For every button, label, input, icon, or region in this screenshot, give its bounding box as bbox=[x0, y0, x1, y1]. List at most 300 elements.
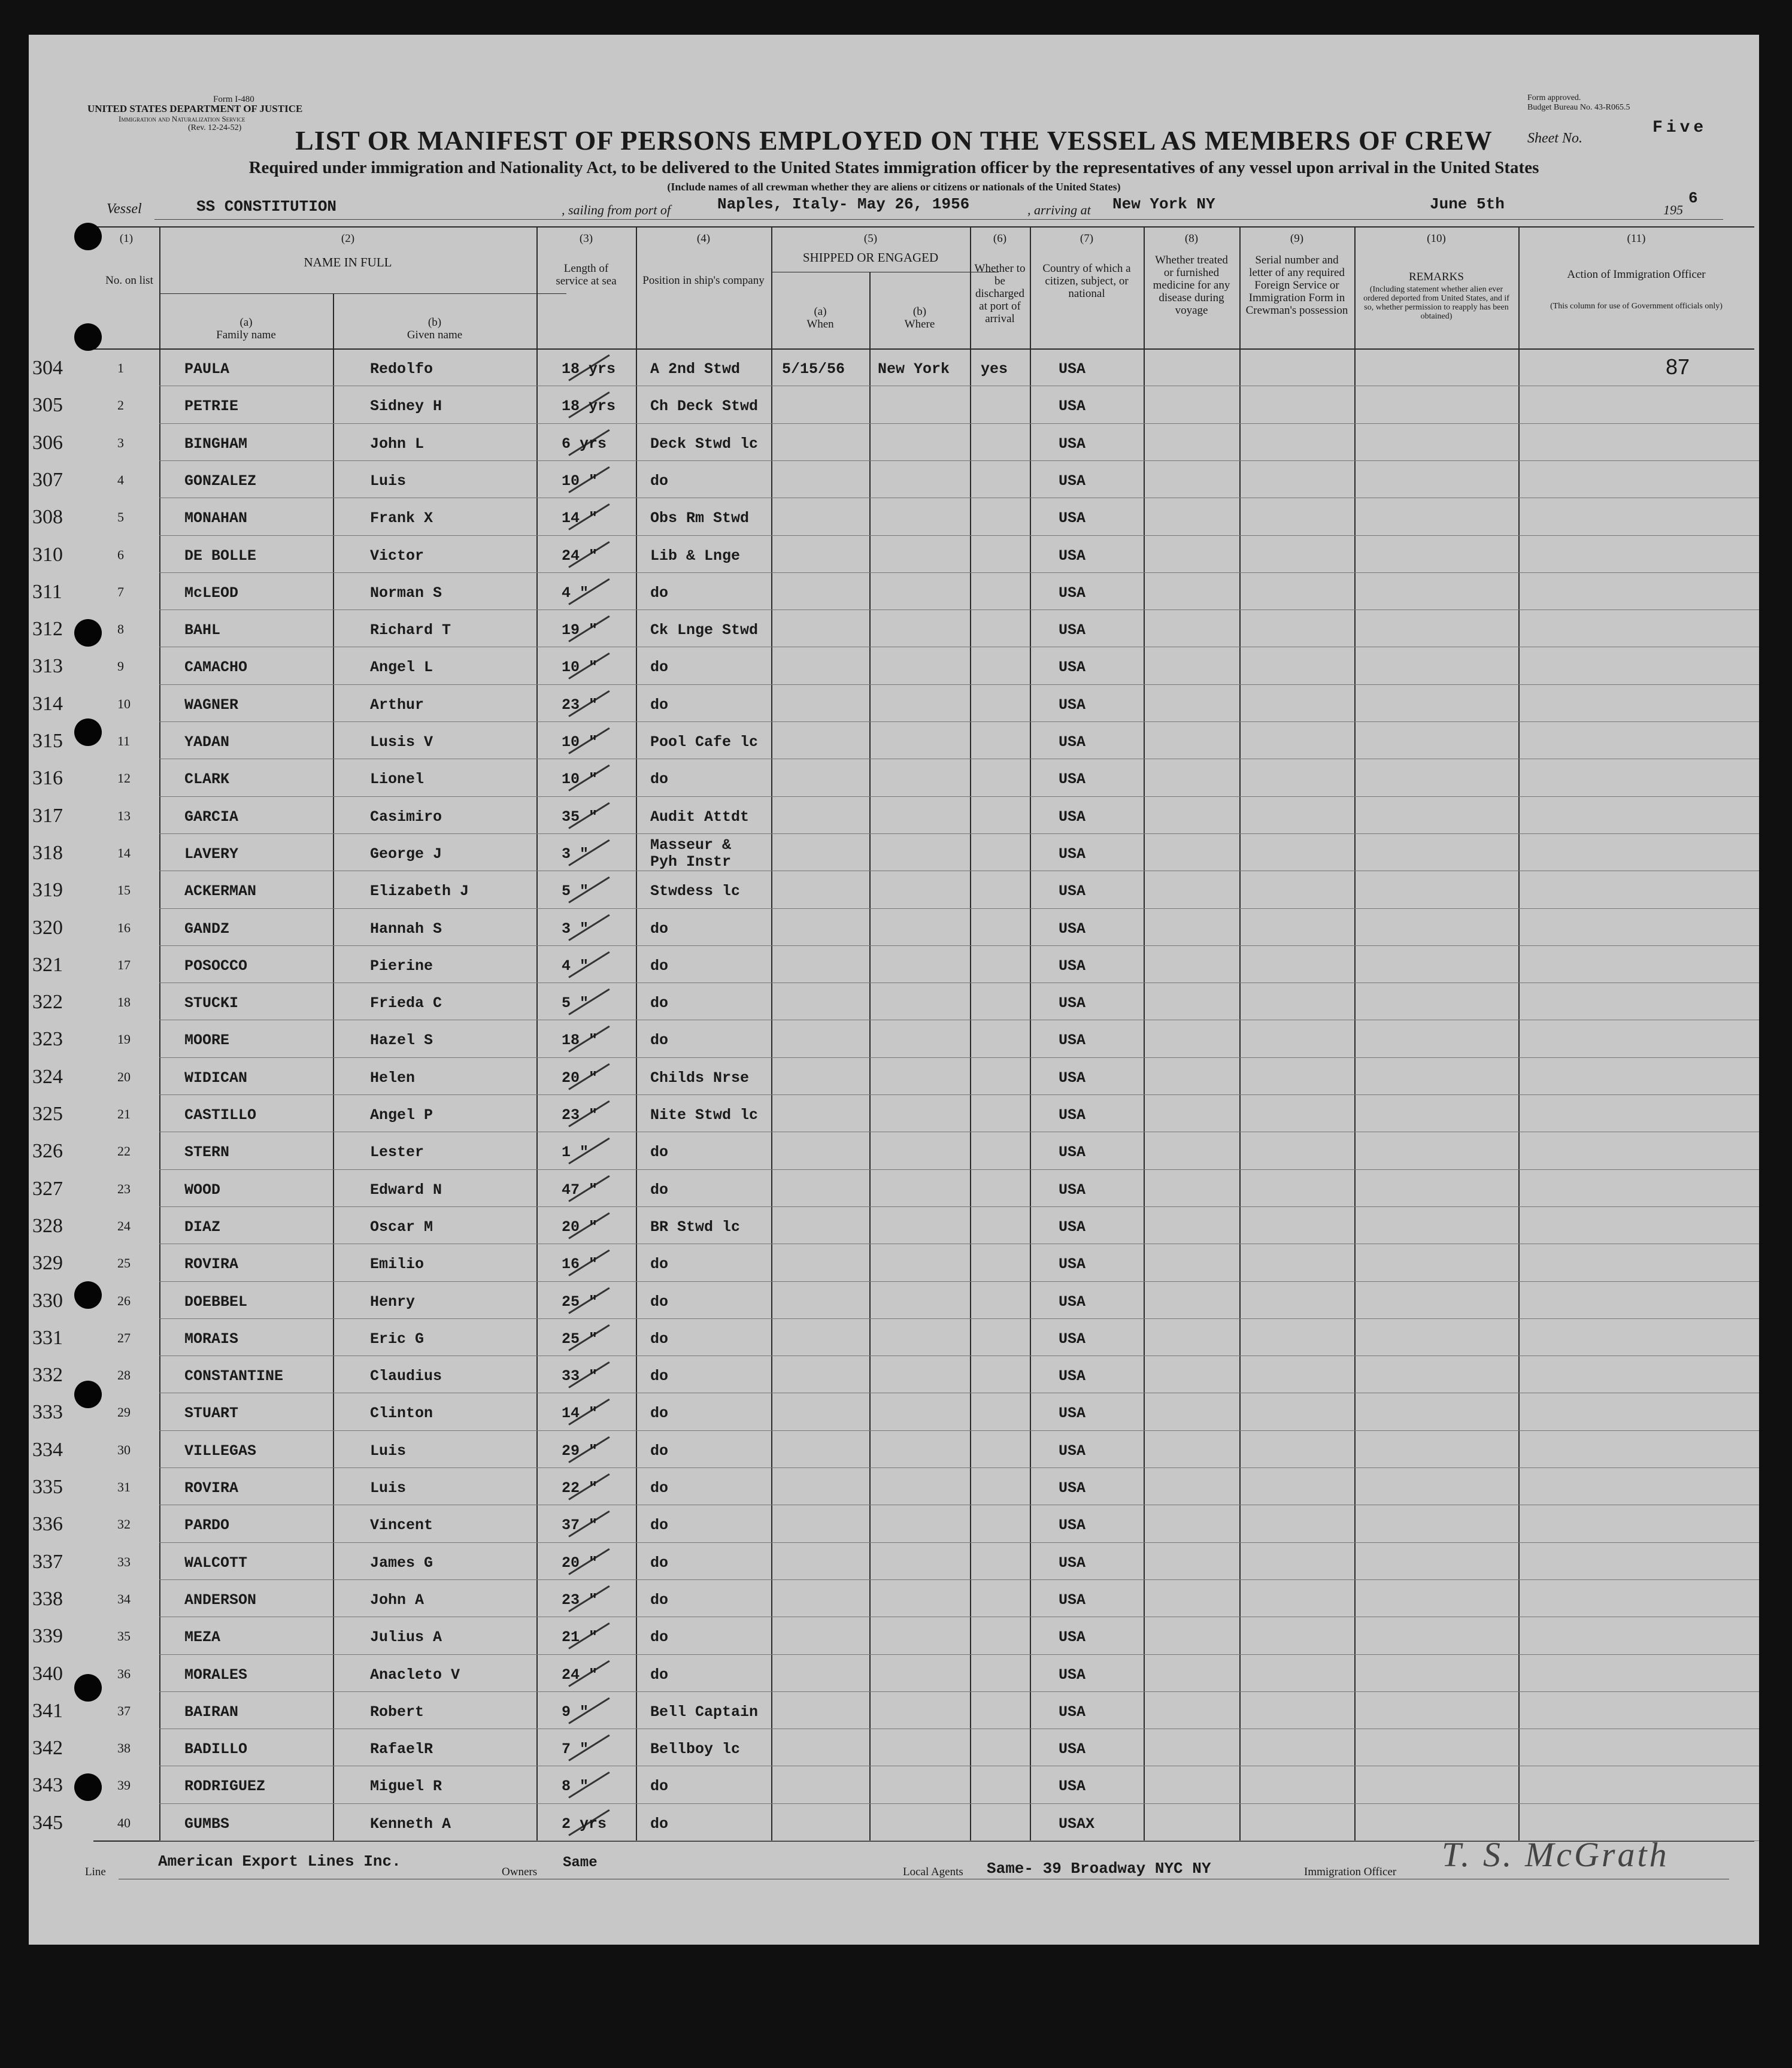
country: USA bbox=[1059, 1442, 1086, 1460]
punch-hole bbox=[74, 718, 102, 746]
arriving-label: , arriving at bbox=[1027, 202, 1091, 217]
service-length: 4 " bbox=[562, 957, 589, 975]
ref-number: 335 bbox=[32, 1476, 63, 1498]
line-label: Line bbox=[85, 1866, 106, 1878]
row-number: 32 bbox=[117, 1517, 131, 1532]
col11-number: (11) bbox=[1627, 232, 1646, 245]
given-name: Luis bbox=[370, 1442, 407, 1460]
family-name: PETRIE bbox=[184, 398, 239, 416]
country: USA bbox=[1059, 1517, 1086, 1535]
row-number: 22 bbox=[117, 1144, 131, 1159]
document-title: LIST OR MANIFEST OF PERSONS EMPLOYED ON THE VESSEL AS MEMBERS OF CREW bbox=[295, 125, 1493, 156]
col11-header: Action of Immigration Officer bbox=[1567, 268, 1706, 281]
col1-header: No. on list bbox=[105, 274, 153, 287]
given-name: Anacleto V bbox=[370, 1666, 460, 1684]
row-rule bbox=[159, 1057, 1759, 1058]
row-rule bbox=[159, 1579, 1759, 1580]
row-number: 9 bbox=[117, 659, 124, 674]
service-length: 37 " bbox=[562, 1517, 598, 1535]
row-number: 16 bbox=[117, 920, 131, 935]
country: USA bbox=[1059, 1144, 1086, 1162]
ref-number: 339 bbox=[32, 1625, 63, 1648]
service-name: Immigration and Naturalization Service bbox=[119, 114, 245, 123]
service-length: 47 " bbox=[562, 1181, 598, 1199]
country: USA bbox=[1059, 1367, 1086, 1385]
service-length: 25 " bbox=[562, 1293, 598, 1311]
ref-number: 342 bbox=[32, 1737, 63, 1760]
position: Ch Deck Stwd bbox=[650, 398, 759, 416]
position: Deck Stwd lc bbox=[650, 435, 759, 453]
given-name: Lusis V bbox=[370, 733, 433, 751]
service-length: 7 " bbox=[562, 1740, 589, 1758]
position: do bbox=[650, 1293, 669, 1311]
service-length: 3 " bbox=[562, 845, 589, 863]
row-number: 34 bbox=[117, 1591, 131, 1606]
family-name: CAMACHO bbox=[184, 659, 248, 677]
position: do bbox=[650, 1591, 669, 1609]
manifest-page bbox=[29, 35, 1759, 1945]
given-name: Eric G bbox=[370, 1330, 424, 1348]
ref-number: 314 bbox=[32, 692, 63, 715]
position: do bbox=[650, 1442, 669, 1460]
position: do bbox=[650, 1629, 669, 1646]
ref-number: 316 bbox=[32, 767, 63, 790]
col11-note: (This column for use of Government officials only) bbox=[1550, 302, 1723, 311]
given-name: Angel L bbox=[370, 659, 433, 677]
country: USA bbox=[1059, 547, 1086, 565]
col-divider bbox=[771, 226, 772, 1840]
col-divider bbox=[636, 226, 637, 1840]
document-subtitle: Required under immigration and Nationality Act, to be delivered to the United States immigration officer by the representatives of any vessel upon arrival in the United States bbox=[248, 158, 1539, 177]
service-length: 10 " bbox=[562, 659, 598, 677]
ref-number: 311 bbox=[32, 580, 62, 603]
row-number: 1 bbox=[117, 360, 124, 375]
ref-number: 325 bbox=[32, 1103, 63, 1125]
service-length: 4 " bbox=[562, 584, 589, 602]
family-name: STUCKI bbox=[184, 994, 239, 1012]
ref-number: 318 bbox=[32, 841, 63, 864]
col5b-header: (b) Where bbox=[904, 305, 935, 330]
punch-hole bbox=[74, 1381, 102, 1408]
budget-bureau: Budget Bureau No. 43-R065.5 bbox=[1527, 103, 1630, 112]
position: do bbox=[650, 472, 669, 490]
service-length: 29 " bbox=[562, 1442, 598, 1460]
col7-header: Country of which a citizen, subject, or national bbox=[1042, 262, 1131, 300]
given-name: Frieda C bbox=[370, 994, 442, 1012]
col10-note: (Including statement whether alien ever ordered deported from United States, and if so, whether permission to reapply has been obtained) bbox=[1363, 285, 1509, 321]
family-name: STUART bbox=[184, 1405, 239, 1423]
punch-hole bbox=[74, 223, 102, 250]
shipped-when: 5/15/56 bbox=[782, 360, 845, 378]
row-number: 20 bbox=[117, 1069, 131, 1084]
service-length: 2 yrs bbox=[562, 1815, 607, 1833]
family-name: BADILLO bbox=[184, 1740, 248, 1758]
col9-number: (9) bbox=[1290, 232, 1304, 245]
row-rule bbox=[159, 1169, 1759, 1170]
row-number: 26 bbox=[117, 1293, 131, 1308]
given-name: Frank X bbox=[370, 510, 433, 527]
ref-number: 315 bbox=[32, 730, 63, 752]
ref-number: 304 bbox=[32, 357, 63, 379]
country: USA bbox=[1059, 472, 1086, 490]
row-number: 27 bbox=[117, 1330, 131, 1345]
row-number: 8 bbox=[117, 621, 124, 637]
given-name: George J bbox=[370, 845, 442, 863]
position: Pool Cafe lc bbox=[650, 733, 759, 751]
ref-number: 323 bbox=[32, 1028, 63, 1051]
col-divider bbox=[970, 226, 971, 1840]
position: Nite Stwd lc bbox=[650, 1106, 759, 1124]
col-divider bbox=[159, 226, 160, 1840]
service-length: 9 " bbox=[562, 1703, 589, 1721]
arrival-port: New York NY bbox=[1112, 195, 1215, 213]
position: do bbox=[650, 696, 669, 714]
country: USA bbox=[1059, 1405, 1086, 1423]
country: USA bbox=[1059, 733, 1086, 751]
service-length: 24 " bbox=[562, 547, 598, 565]
family-name: CLARK bbox=[184, 771, 230, 789]
col-divider bbox=[536, 226, 538, 1840]
ref-number: 345 bbox=[32, 1811, 63, 1834]
ref-number: 337 bbox=[32, 1550, 63, 1573]
country: USA bbox=[1059, 1591, 1086, 1609]
action-mark: 87 bbox=[1666, 354, 1690, 379]
row-number: 25 bbox=[117, 1256, 131, 1271]
col3-header: Length of service at sea bbox=[556, 262, 617, 287]
col1-number: (1) bbox=[119, 232, 134, 245]
position: do bbox=[650, 957, 669, 975]
family-name: YADAN bbox=[184, 733, 230, 751]
table-header-rule bbox=[93, 348, 1754, 350]
family-name: BAHL bbox=[184, 621, 221, 639]
position: do bbox=[650, 1032, 669, 1050]
country: USA bbox=[1059, 1330, 1086, 1348]
family-name: PARDO bbox=[184, 1517, 230, 1535]
ref-number: 333 bbox=[32, 1401, 63, 1424]
row-rule bbox=[159, 908, 1759, 909]
ref-number: 327 bbox=[32, 1177, 63, 1200]
col8-header: Whether treated or furnished medicine for any disease during voyage bbox=[1153, 254, 1230, 317]
row-number: 2 bbox=[117, 398, 124, 413]
arrival-date: June 5th bbox=[1430, 195, 1505, 213]
given-name: Hazel S bbox=[370, 1032, 433, 1050]
row-rule bbox=[159, 796, 1759, 797]
country: USA bbox=[1059, 1293, 1086, 1311]
country: USA bbox=[1059, 1740, 1086, 1758]
country: USA bbox=[1059, 398, 1086, 416]
vessel-label: Vessel bbox=[107, 201, 142, 217]
service-length: 23 " bbox=[562, 1591, 598, 1609]
col5a-header: (a) When bbox=[806, 305, 834, 330]
service-length: 14 " bbox=[562, 1405, 598, 1423]
position: do bbox=[650, 1181, 669, 1199]
family-name: BAIRAN bbox=[184, 1703, 239, 1721]
given-name: John L bbox=[370, 435, 424, 453]
col2-header: NAME IN FULL bbox=[304, 255, 392, 269]
revision-date: (Rev. 12-24-52) bbox=[188, 123, 242, 132]
service-length: 10 " bbox=[562, 771, 598, 789]
given-name: Claudius bbox=[370, 1367, 442, 1385]
given-name: James G bbox=[370, 1554, 433, 1572]
given-name: Sidney H bbox=[370, 398, 442, 416]
position: Childs Nrse bbox=[650, 1069, 750, 1087]
ref-number: 332 bbox=[32, 1364, 63, 1387]
owners-name: Same bbox=[563, 1855, 598, 1871]
country: USA bbox=[1059, 621, 1086, 639]
service-length: 5 " bbox=[562, 994, 589, 1012]
punch-hole bbox=[74, 323, 102, 351]
service-length: 33 " bbox=[562, 1367, 598, 1385]
ref-number: 307 bbox=[32, 468, 63, 491]
row-rule bbox=[159, 684, 1759, 685]
family-name: RODRIGUEZ bbox=[184, 1778, 266, 1796]
position: do bbox=[650, 1256, 669, 1273]
country: USA bbox=[1059, 1778, 1086, 1796]
service-length: 21 " bbox=[562, 1629, 598, 1646]
family-name: ANDERSON bbox=[184, 1591, 257, 1609]
row-rule bbox=[159, 721, 1759, 722]
country: USA bbox=[1059, 584, 1086, 602]
given-name: Lester bbox=[370, 1144, 424, 1162]
given-name: Hannah S bbox=[370, 920, 442, 938]
ref-number: 305 bbox=[32, 394, 63, 417]
document-note: (Include names of all crewman whether they are aliens or citizens or nationals of the United States) bbox=[667, 181, 1121, 193]
service-length: 6 yrs bbox=[562, 435, 607, 453]
col6-number: (6) bbox=[993, 232, 1007, 245]
discharge-flag: yes bbox=[981, 360, 1008, 378]
row-number: 12 bbox=[117, 771, 131, 786]
row-number: 18 bbox=[117, 994, 131, 1010]
family-name: BINGHAM bbox=[184, 435, 248, 453]
country: USA bbox=[1059, 845, 1086, 863]
family-name: GANDZ bbox=[184, 920, 230, 938]
position: do bbox=[650, 1778, 669, 1796]
country: USA bbox=[1059, 1069, 1086, 1087]
row-number: 33 bbox=[117, 1554, 131, 1569]
given-name: Lionel bbox=[370, 771, 424, 789]
row-rule bbox=[159, 1318, 1759, 1319]
position: Audit Attdt bbox=[650, 808, 750, 826]
family-name: GUMBS bbox=[184, 1815, 230, 1833]
country: USA bbox=[1059, 1554, 1086, 1572]
service-length: 24 " bbox=[562, 1666, 598, 1684]
given-name: Luis bbox=[370, 472, 407, 490]
sheet-label: Sheet No. bbox=[1527, 131, 1582, 146]
row-rule bbox=[159, 535, 1759, 536]
row-number: 7 bbox=[117, 584, 124, 599]
row-rule bbox=[159, 945, 1759, 946]
ref-number: 338 bbox=[32, 1587, 63, 1610]
given-name: Angel P bbox=[370, 1106, 433, 1124]
family-name: POSOCCO bbox=[184, 957, 248, 975]
row-rule bbox=[159, 1542, 1759, 1543]
col-divider bbox=[1518, 226, 1520, 1840]
service-length: 18 yrs bbox=[562, 398, 616, 416]
owners-label: Owners bbox=[502, 1866, 538, 1878]
col5-number: (5) bbox=[863, 232, 878, 245]
row-rule bbox=[159, 1803, 1759, 1804]
service-length: 10 " bbox=[562, 733, 598, 751]
position: do bbox=[650, 1815, 669, 1833]
given-name: Miguel R bbox=[370, 1778, 442, 1796]
line-name: American Export Lines Inc. bbox=[158, 1852, 401, 1870]
ref-number: 340 bbox=[32, 1662, 63, 1685]
family-name: PAULA bbox=[184, 360, 230, 378]
ref-number: 331 bbox=[32, 1326, 63, 1349]
family-name: GONZALEZ bbox=[184, 472, 257, 490]
position: Lib & Lnge bbox=[650, 547, 741, 565]
given-name: Redolfo bbox=[370, 360, 433, 378]
given-name: Oscar M bbox=[370, 1218, 433, 1236]
punch-hole bbox=[74, 1674, 102, 1702]
service-length: 20 " bbox=[562, 1069, 598, 1087]
family-name: VILLEGAS bbox=[184, 1442, 257, 1460]
position: Ck Lnge Stwd bbox=[650, 621, 759, 639]
row-number: 35 bbox=[117, 1629, 131, 1644]
row-number: 4 bbox=[117, 472, 124, 487]
col2a-header: (a) Family name bbox=[216, 316, 276, 341]
col8-number: (8) bbox=[1184, 232, 1199, 245]
family-name: MEZA bbox=[184, 1629, 221, 1646]
ref-number: 324 bbox=[32, 1065, 63, 1088]
service-length: 20 " bbox=[562, 1554, 598, 1572]
name-subheader-rule bbox=[159, 293, 566, 294]
row-number: 23 bbox=[117, 1181, 131, 1196]
family-name: LAVERY bbox=[184, 845, 239, 863]
ref-number: 320 bbox=[32, 916, 63, 939]
sailing-label: , sailing from port of bbox=[562, 202, 671, 217]
country: USA bbox=[1059, 1106, 1086, 1124]
agents-label: Local Agents bbox=[903, 1866, 963, 1878]
country: USA bbox=[1059, 1032, 1086, 1050]
row-number: 6 bbox=[117, 547, 124, 562]
table-top-rule bbox=[93, 226, 1754, 228]
family-name: MORALES bbox=[184, 1666, 248, 1684]
vessel-line-rule bbox=[154, 219, 1723, 220]
position: Bellboy lc bbox=[650, 1740, 741, 1758]
position: BR Stwd lc bbox=[650, 1218, 741, 1236]
col-divider bbox=[1239, 226, 1241, 1840]
row-number: 15 bbox=[117, 883, 131, 898]
country: USAX bbox=[1059, 1815, 1095, 1833]
ref-number: 330 bbox=[32, 1289, 63, 1312]
country: USA bbox=[1059, 771, 1086, 789]
row-number: 19 bbox=[117, 1032, 131, 1047]
country: USA bbox=[1059, 883, 1086, 900]
country: USA bbox=[1059, 1666, 1086, 1684]
given-name: Edward N bbox=[370, 1181, 442, 1199]
position: do bbox=[650, 1144, 669, 1162]
officer-label: Immigration Officer bbox=[1304, 1866, 1397, 1878]
position: do bbox=[650, 1554, 669, 1572]
row-rule bbox=[159, 1654, 1759, 1655]
family-name: CASTILLO bbox=[184, 1106, 257, 1124]
country: USA bbox=[1059, 1703, 1086, 1721]
family-name: MORAIS bbox=[184, 1330, 239, 1348]
position: Stwdess lc bbox=[650, 883, 741, 900]
row-number: 29 bbox=[117, 1405, 131, 1420]
form-approved: Form approved. bbox=[1527, 93, 1581, 102]
given-name: Emilio bbox=[370, 1256, 424, 1273]
country: USA bbox=[1059, 659, 1086, 677]
col-divider bbox=[869, 272, 871, 1840]
position: do bbox=[650, 584, 669, 602]
sailing-port: Naples, Italy- May 26, 1956 bbox=[717, 195, 970, 213]
given-name: Vincent bbox=[370, 1517, 433, 1535]
row-number: 21 bbox=[117, 1106, 131, 1121]
family-name: ACKERMAN bbox=[184, 883, 257, 900]
given-name: Julius A bbox=[370, 1629, 442, 1646]
ref-number: 329 bbox=[32, 1252, 63, 1275]
family-name: ROVIRA bbox=[184, 1479, 239, 1497]
col5-header: SHIPPED OR ENGAGED bbox=[802, 250, 939, 265]
position: Bell Captain bbox=[650, 1703, 759, 1721]
given-name: Richard T bbox=[370, 621, 451, 639]
col4-header: Position in ship's company bbox=[642, 274, 765, 287]
ref-number: 308 bbox=[32, 506, 63, 529]
given-name: Norman S bbox=[370, 584, 442, 602]
given-name: Elizabeth J bbox=[370, 883, 469, 900]
ref-number: 310 bbox=[32, 543, 63, 566]
ref-number: 306 bbox=[32, 431, 63, 454]
row-rule bbox=[159, 1430, 1759, 1431]
country: USA bbox=[1059, 1256, 1086, 1273]
given-name: Clinton bbox=[370, 1405, 433, 1423]
ref-number: 313 bbox=[32, 655, 63, 678]
row-number: 28 bbox=[117, 1367, 131, 1383]
ref-number: 334 bbox=[32, 1438, 63, 1461]
position: do bbox=[650, 1367, 669, 1385]
country: USA bbox=[1059, 1629, 1086, 1646]
family-name: ROVIRA bbox=[184, 1256, 239, 1273]
col-divider bbox=[333, 293, 334, 1840]
service-length: 23 " bbox=[562, 696, 598, 714]
officer-signature: T. S. McGrath bbox=[1442, 1835, 1669, 1874]
col3-number: (3) bbox=[579, 232, 593, 245]
col10-number: (10) bbox=[1427, 232, 1446, 245]
service-length: 8 " bbox=[562, 1778, 589, 1796]
row-number: 31 bbox=[117, 1479, 131, 1494]
ref-number: 322 bbox=[32, 991, 63, 1014]
position: do bbox=[650, 1330, 669, 1348]
sheet-number: Five bbox=[1652, 119, 1708, 137]
col7-number: (7) bbox=[1080, 232, 1094, 245]
col2b-header: (b) Given name bbox=[407, 316, 463, 341]
form-number: Form I-480 bbox=[213, 95, 254, 104]
row-number: 13 bbox=[117, 808, 131, 823]
position: do bbox=[650, 920, 669, 938]
family-name: McLEOD bbox=[184, 584, 239, 602]
given-name: Casimiro bbox=[370, 808, 442, 826]
row-number: 17 bbox=[117, 957, 131, 972]
row-rule bbox=[159, 1467, 1759, 1468]
given-name: Henry bbox=[370, 1293, 416, 1311]
country: USA bbox=[1059, 1181, 1086, 1199]
position: do bbox=[650, 771, 669, 789]
family-name: WAGNER bbox=[184, 696, 239, 714]
row-number: 14 bbox=[117, 845, 131, 860]
family-name: STERN bbox=[184, 1144, 230, 1162]
family-name: MONAHAN bbox=[184, 510, 248, 527]
row-number: 37 bbox=[117, 1703, 131, 1718]
year-digit: 6 bbox=[1688, 189, 1698, 207]
year-label: 195 bbox=[1663, 202, 1683, 217]
col-divider bbox=[1144, 226, 1145, 1840]
ref-number: 341 bbox=[32, 1699, 63, 1722]
ref-number: 312 bbox=[32, 618, 63, 641]
country: USA bbox=[1059, 360, 1086, 378]
service-length: 1 " bbox=[562, 1144, 589, 1162]
